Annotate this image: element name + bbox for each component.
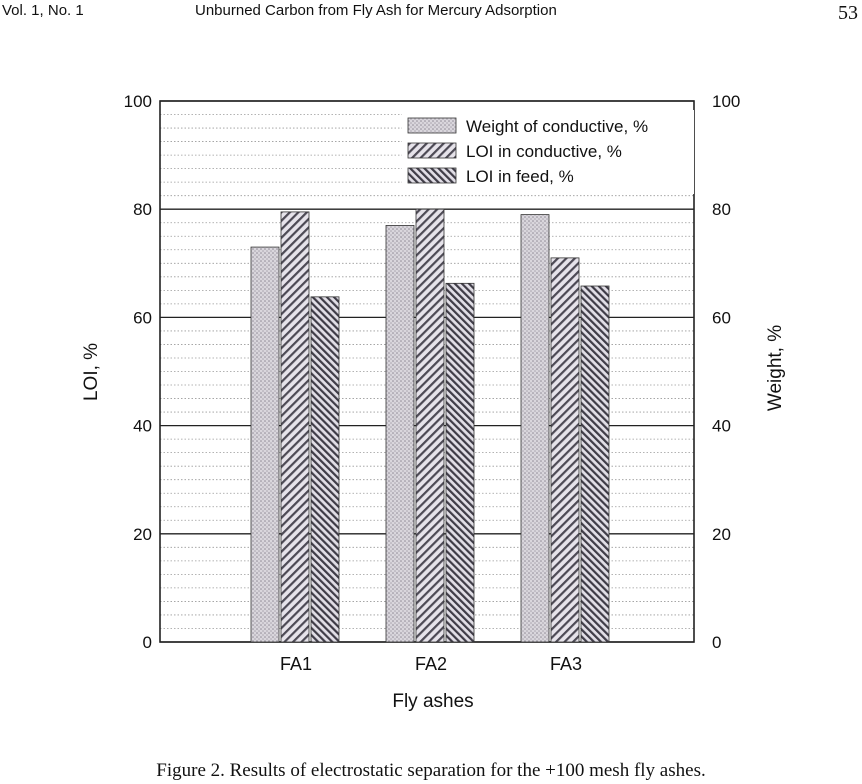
left-tick-label: 20: [133, 524, 152, 544]
bar-fa3-series-2: [551, 258, 579, 642]
legend-label: Weight of conductive, %: [466, 117, 649, 136]
left-tick-label: 100: [123, 92, 152, 111]
right-tick-label: 60: [712, 308, 731, 328]
right-tick-label: 40: [712, 416, 731, 436]
bar-fa1-series-3: [311, 297, 339, 642]
left-tick-label: 0: [142, 633, 152, 652]
legend-swatch: [408, 118, 456, 133]
right-tick-label: 20: [712, 524, 731, 544]
bar-fa3-series-3: [581, 286, 609, 642]
y-axis-label-left: LOI, %: [81, 342, 102, 402]
legend-label: LOI in feed, %: [466, 167, 574, 186]
header-page-number: 53: [838, 2, 858, 24]
bar-fa2-series-1: [386, 225, 414, 642]
header-title: Unburned Carbon from Fly Ash for Mercury Adsorption: [195, 2, 557, 19]
left-tick-label: 80: [133, 200, 152, 220]
left-tick-label: 60: [133, 308, 152, 328]
right-tick-label: 0: [712, 633, 722, 652]
header-volume: Vol. 1, No. 1: [2, 2, 84, 19]
legend-swatch: [408, 143, 456, 158]
right-tick-label: 100: [712, 92, 741, 111]
x-tick-label: FA2: [414, 654, 448, 674]
bar-fa3-series-1: [521, 215, 549, 642]
legend: [402, 110, 694, 194]
left-tick-label: 40: [133, 416, 152, 436]
x-axis-label: Fly ashes: [392, 691, 474, 712]
legend-label: LOI in conductive, %: [466, 142, 622, 161]
bar-fa2-series-3: [446, 283, 474, 642]
y-axis-label-right: Weight, %: [765, 324, 786, 412]
x-tick-label: FA1: [279, 654, 313, 674]
figure-caption: Figure 2. Results of electrostatic separation for the +100 mesh fly ashes.: [156, 760, 706, 781]
bar-fa1-series-2: [281, 212, 309, 642]
legend-swatch: [408, 168, 456, 183]
x-tick-label: FA3: [549, 654, 583, 674]
bar-fa1-series-1: [251, 247, 279, 642]
bars: [251, 209, 609, 642]
right-tick-label: 80: [712, 200, 731, 220]
bar-fa2-series-2: [416, 209, 444, 642]
